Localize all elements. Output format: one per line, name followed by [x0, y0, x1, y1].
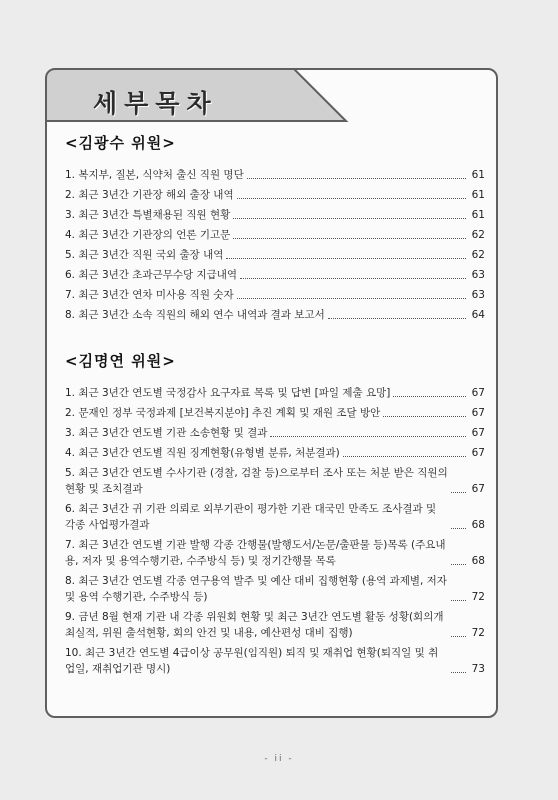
entry-page-number: 64: [471, 309, 485, 321]
entry-page-number: 62: [471, 249, 485, 261]
dot-leader: [451, 600, 466, 601]
entry-page-number: 61: [471, 189, 485, 201]
entry-page-number: 67: [471, 447, 485, 459]
toc-entry[interactable]: [65, 167, 485, 183]
dot-leader: [237, 198, 466, 199]
entry-page-number: 63: [471, 289, 485, 301]
section-heading: <김광수 위원>: [65, 134, 176, 152]
entry-title: 3. 최근 3년간 연도별 기관 소송현황 및 결과: [65, 427, 268, 439]
toc-entry[interactable]: [65, 187, 485, 203]
entry-title: 1. 복지부, 질본, 식약처 출신 직원 명단: [65, 169, 244, 181]
entry-page-number: 63: [471, 269, 485, 281]
entry-title: 5. 최근 3년간 연도별 수사기관 (경찰, 검찰 등)으로부터 조사 또는 처분 받은 직원의 현황 및 조치결과: [65, 467, 448, 495]
toc-entry[interactable]: [65, 425, 485, 441]
entry-page-number: 67: [471, 387, 485, 399]
entry-page-number: 73: [471, 663, 485, 675]
entry-title: 6. 최근 3년간 초과근무수당 지급내역: [65, 269, 238, 281]
dot-leader: [451, 672, 466, 673]
entry-page-number: 67: [471, 427, 485, 439]
entry-page-number: 68: [471, 555, 485, 567]
toc-entry[interactable]: [65, 307, 485, 323]
entry-title: 4. 최근 3년간 기관장의 언론 기고문: [65, 229, 231, 241]
dot-leader: [343, 456, 466, 457]
entry-title: 3. 최근 3년간 특별채용된 직원 현황: [65, 209, 231, 221]
page-number-footer: - ii -: [264, 754, 294, 764]
entry-page-number: 61: [471, 169, 485, 181]
entry-title: 7. 최근 3년간 연차 미사용 직원 숫자: [65, 289, 234, 301]
entry-list: [65, 167, 485, 323]
toc-entry[interactable]: [65, 465, 485, 497]
dot-leader: [240, 278, 466, 279]
entry-title: 2. 최근 3년간 기관장 해외 출장 내역: [65, 189, 234, 201]
dot-leader: [233, 238, 466, 239]
toc-entry[interactable]: [65, 287, 485, 303]
toc-entry[interactable]: [65, 247, 485, 263]
toc-frame: [45, 68, 498, 718]
page-title: 세부목차: [93, 89, 218, 118]
entry-title: 9. 금년 8월 현재 기관 내 각종 위원회 현황 및 최근 3년간 연도별 활동 성황(회의개최실적, 위원 출석현황, 회의 안건 및 내용, 예산편성 대비 집행): [65, 611, 444, 639]
toc-entry[interactable]: [65, 405, 485, 421]
entry-title: 6. 최근 3년간 귀 기관 의뢰로 외부기관이 평가한 기관 대국민 만족도 조사결과 및 각종 사업평가결과: [65, 503, 437, 531]
entry-title: 7. 최근 3년간 연도별 기관 발행 각종 간행물(발행도서/논문/출판물 등)목록 (주요내용, 저자 및 용역수행기관, 수주방식 등) 및 정기간행물 목록: [65, 539, 446, 567]
dot-leader: [237, 298, 466, 299]
section-kim-myeongyeon: [65, 350, 485, 681]
entry-title: 2. 문재인 정부 국정과제 [보건복지분야] 추진 계획 및 재원 조달 방안: [65, 407, 381, 419]
section-heading: <김명연 위원>: [65, 352, 176, 370]
toc-entry[interactable]: [65, 227, 485, 243]
dot-leader: [226, 258, 466, 259]
dot-leader: [383, 416, 466, 417]
dot-leader: [233, 218, 466, 219]
dot-leader: [451, 528, 466, 529]
toc-entry[interactable]: [65, 501, 485, 533]
entry-title: 5. 최근 3년간 직원 국외 출장 내역: [65, 249, 224, 261]
dot-leader: [451, 636, 466, 637]
entry-page-number: 67: [471, 407, 485, 419]
entry-title: 8. 최근 3년간 연도별 각종 연구용역 발주 및 예산 대비 집행현황 (용역 과제별, 저자 및 용역 수행기관, 수주방식 등): [65, 575, 447, 603]
entry-title: 1. 최근 3년간 연도별 국정감사 요구자료 목록 및 답변 [파일 제출 요망]: [65, 387, 391, 399]
dot-leader: [393, 396, 466, 397]
toc-entry[interactable]: [65, 573, 485, 605]
entry-list: [65, 385, 485, 677]
dot-leader: [328, 318, 466, 319]
dot-leader: [270, 436, 466, 437]
section-kim-gwangsu: [65, 132, 485, 327]
entry-page-number: 62: [471, 229, 485, 241]
entry-page-number: 67: [471, 483, 485, 495]
entry-title: 10. 최근 3년간 연도별 4급이상 공무원(임직원) 퇴직 및 재취업 현황(퇴직일 및 취업일, 재취업기관 명시): [65, 647, 439, 675]
toc-entry[interactable]: [65, 385, 485, 401]
entry-page-number: 72: [471, 591, 485, 603]
dot-leader: [451, 564, 466, 565]
entry-page-number: 61: [471, 209, 485, 221]
entry-title: 4. 최근 3년간 연도별 직원 징계현황(유형별 분류, 처분결과): [65, 447, 340, 459]
entry-page-number: 68: [471, 519, 485, 531]
entry-page-number: 72: [471, 627, 485, 639]
toc-entry[interactable]: [65, 537, 485, 569]
entry-title: 8. 최근 3년간 소속 직원의 해외 연수 내역과 결과 보고서: [65, 309, 325, 321]
dot-leader: [247, 178, 466, 179]
toc-entry[interactable]: [65, 267, 485, 283]
toc-entry[interactable]: [65, 609, 485, 641]
toc-entry[interactable]: [65, 445, 485, 461]
toc-entry[interactable]: [65, 645, 485, 677]
toc-entry[interactable]: [65, 207, 485, 223]
dot-leader: [451, 492, 466, 493]
